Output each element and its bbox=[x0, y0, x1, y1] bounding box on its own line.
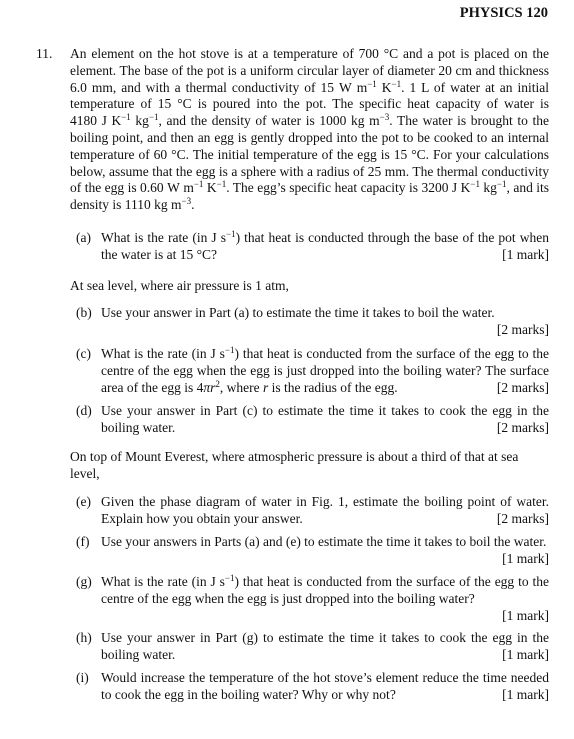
everest-heading: On top of Mount Everest, where atmospheric pressure is about a third of that at sea level, bbox=[70, 449, 519, 481]
part-a bbox=[76, 230, 549, 264]
part-text: Use your answer in Part (g) to estimate the time it takes to cook the egg in the boiling water. [1 mark] bbox=[101, 630, 549, 662]
part-c bbox=[76, 346, 549, 396]
course-header: PHYSICS 120 bbox=[459, 5, 548, 21]
marks: [1 mark] bbox=[502, 550, 549, 566]
marks: [1 mark] bbox=[502, 607, 549, 623]
part-d bbox=[76, 403, 549, 437]
marks: [2 marks] bbox=[496, 419, 549, 435]
part-text: What is the rate (in J $s^{-1}$) that heat is conducted through the base of the pot when the water is at 15 °C? [1 mark] bbox=[101, 229, 549, 262]
part-label: (g) bbox=[76, 574, 92, 589]
part-text: Use your answer in Part (c) to estimate the time it takes to cook the egg in the boiling water. [2 marks] bbox=[101, 403, 549, 435]
part-f bbox=[76, 534, 549, 568]
part-label: (d) bbox=[76, 403, 92, 418]
part-label: (a) bbox=[76, 230, 91, 245]
part-i bbox=[76, 670, 549, 704]
part-text: Would increase the temperature of the hot stove’s element reduce the time needed to cook the egg in the boiling water? Why or why not? [1 mark] bbox=[101, 670, 549, 702]
part-label: (f) bbox=[76, 534, 90, 549]
marks: [1 mark] bbox=[502, 646, 549, 662]
part-text: Use your answer in Part (a) to estimate the time it takes to boil the water. [2 marks] bbox=[101, 305, 549, 337]
question-intro: An element on the hot stove is at a temperature of 700 °C and a pot is placed on the element. The base of the pot is a uniform circular layer of diameter 20 cm and thickness 6.0 mm, and with a thermal conductivity of 15 W $m^{-1}$ $K^{-1}$. 1 L of water at an initial temperature of 15 °C is poured into the pot. The specific heat capacity of water is 4180 J $K^{-1}$ $kg^{-1}$, and the density of water is 1000 kg $m^{-3}$. The water is brought to the boiling point, and then an egg is gently dropped into the pot to be cooked to an internal temperature of 60 °C. The initial temperature of the egg is 15 °C. For your calculations below, assume that the egg is a sphere with a radius of 25 mm. The thermal conductivity of the egg is 0.60 W $m^{-1}$ $K^{-1}$. The egg’s specific heat capacity is 3200 J $K^{-1}$ $kg^{-1}$, and its density is 1110 kg $m^{-3}$. bbox=[70, 46, 550, 213]
part-label: (c) bbox=[76, 346, 91, 361]
part-text: What is the rate (in J $s^{-1}$) that heat is conducted from the surface of the egg to the centre of the egg when the egg is just dropped into the boiling water? [1 mark] bbox=[101, 573, 549, 623]
part-h bbox=[76, 630, 549, 664]
part-text: Use your answers in Parts (a) and (e) to estimate the time it takes to boil the water. [1 mark] bbox=[101, 534, 549, 566]
part-g bbox=[76, 574, 549, 624]
marks: [1 mark] bbox=[502, 246, 549, 262]
part-b bbox=[76, 305, 549, 339]
part-label: (h) bbox=[76, 630, 92, 645]
marks: [2 marks] bbox=[496, 379, 549, 395]
marks: [1 mark] bbox=[502, 686, 549, 702]
question-number: 11. bbox=[36, 46, 53, 61]
sea-level-heading: At sea level, where air pressure is 1 atm, bbox=[70, 278, 289, 293]
part-label: (e) bbox=[76, 494, 91, 509]
marks: [2 marks] bbox=[496, 510, 549, 526]
part-label: (b) bbox=[76, 305, 92, 320]
marks: [2 marks] bbox=[496, 321, 549, 337]
part-label: (i) bbox=[76, 670, 89, 685]
part-text: What is the rate (in J $s^{-1}$) that heat is conducted from the surface of the egg to the centre of the egg when the egg is just dropped into the boiling water? The surface area of the egg is $4\pi r^2$, where r is the radius of the egg. [2 marks] bbox=[101, 345, 549, 395]
part-e bbox=[76, 494, 549, 528]
part-text: Given the phase diagram of water in Fig. 1, estimate the boiling point of water. Explain how you obtain your answer. [2 marks] bbox=[101, 494, 549, 526]
